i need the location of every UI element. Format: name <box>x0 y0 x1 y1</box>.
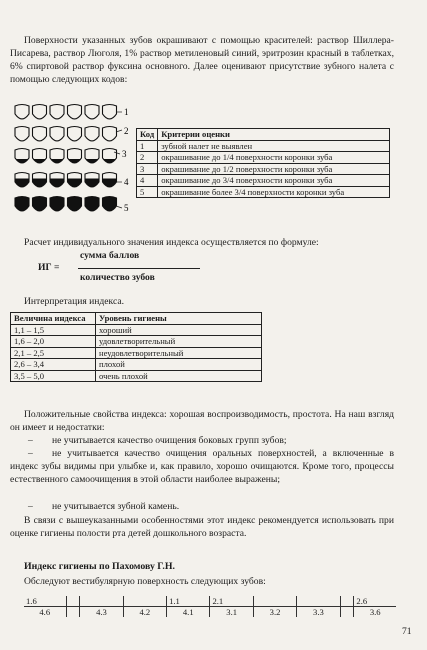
tooth-outline <box>68 127 82 141</box>
index-formula <box>38 250 278 286</box>
drawback-text: не учитывается качество очищения оральных поверхностей, а включенные в индекс зубы видимы при улыбке и, как правило, хорошо очищаются. Кроме того, процессы естественного самоочищения в этой области наиболее выражены; <box>10 448 394 485</box>
tooth-outline <box>103 127 117 141</box>
interp-level: удовлетворительный <box>96 336 262 348</box>
interp-value: 3,5 – 5,0 <box>11 370 96 382</box>
tooth-stain <box>32 179 48 193</box>
tooth-cell <box>253 596 296 607</box>
tooth-stain <box>49 196 65 216</box>
tooth-row-1 <box>15 105 117 119</box>
drawback-item-3 <box>10 500 394 513</box>
tooth-stain <box>67 179 83 193</box>
formula-intro: Расчет индивидуального значения индекса осуществляется по формуле: <box>24 237 319 248</box>
teeth-staining-illustration <box>14 102 134 222</box>
interp-level: хороший <box>96 324 262 336</box>
section-heading: Индекс гигиены по Пахомову Г.Н. <box>24 561 175 572</box>
drawback-item-1 <box>10 434 394 447</box>
tooth-cell: 4.3 <box>80 607 123 618</box>
teeth-upper-row <box>24 596 396 607</box>
criteria-code: 5 <box>137 186 158 198</box>
tooth-cell <box>297 596 340 607</box>
interp-value: 1,6 – 2,0 <box>11 336 96 348</box>
dash-marker: – <box>28 448 33 459</box>
interp-value: 2,1 – 2,5 <box>11 347 96 359</box>
tooth-outline <box>15 105 29 119</box>
interp-header-level: Уровень гигиены <box>96 313 262 325</box>
table-row <box>137 152 390 164</box>
criteria-header-code: Код <box>137 129 158 141</box>
tooth-cell: 1.6 <box>24 596 66 607</box>
table-row <box>11 336 262 348</box>
tooth-outline <box>33 105 47 119</box>
drawback-text: не учитывается зубной камень. <box>52 501 180 512</box>
interp-level: плохой <box>96 359 262 371</box>
tooth-cell: 3.3 <box>297 607 340 618</box>
dash-marker: – <box>28 435 33 446</box>
criteria-desc: окрашивание более 3/4 поверхности коронки зуба <box>158 186 390 198</box>
criteria-code: 3 <box>137 163 158 175</box>
tooth-stain <box>67 142 83 147</box>
tooth-stain <box>67 196 83 216</box>
tooth-outline <box>68 105 82 119</box>
tooth-cell <box>340 607 354 618</box>
formula-denominator: количество зубов <box>80 272 155 283</box>
teeth-intro: Обследуют вестибулярную поверхность следующих зубов: <box>24 576 266 587</box>
formula-numerator: сумма баллов <box>80 250 140 261</box>
tooth-stain <box>32 196 48 216</box>
criteria-desc: окрашивание до 3/4 поверхности коронки зуба <box>158 175 390 187</box>
tooth-cell <box>340 596 354 607</box>
tooth-cell: 4.1 <box>167 607 210 618</box>
tooth-cell: 1.1 <box>167 596 210 607</box>
tooth-cell <box>123 596 166 607</box>
interp-value: 1,1 – 1,5 <box>11 324 96 336</box>
tooth-label-1: 1 <box>124 107 129 117</box>
interpretation-table <box>10 312 262 382</box>
table-row <box>137 186 390 198</box>
tooth-stain <box>14 179 30 193</box>
interp-header-value: Величина индекса <box>11 313 96 325</box>
tooth-label-4: 4 <box>124 177 129 187</box>
table-row <box>137 163 390 175</box>
tooth-stain <box>49 142 65 147</box>
tooth-outline <box>50 105 64 119</box>
tooth-stain <box>14 142 30 147</box>
recommendation-paragraph: В связи с вышеуказанными особенностями этот индекс рекомендуется использовать при оценке гигиены полости рта детей дошкольного возраста. <box>10 515 394 539</box>
tooth-row-5 <box>14 196 118 216</box>
interp-level: очень плохой <box>96 370 262 382</box>
table-row <box>11 370 262 382</box>
tooth-cell: 3.2 <box>253 607 296 618</box>
table-row <box>11 347 262 359</box>
tooth-outline <box>33 127 47 141</box>
tooth-cell <box>66 607 80 618</box>
formula-lhs: ИГ = <box>38 262 60 273</box>
tooth-cell: 2.1 <box>210 596 253 607</box>
tooth-cell: 4.6 <box>39 607 51 617</box>
drawback-item-2 <box>10 447 394 486</box>
tooth-cell <box>66 596 80 607</box>
tooth-outline <box>85 127 99 141</box>
tooth-stain <box>102 179 118 193</box>
properties-paragraph: Положительные свойства индекса: хорошая воспроизводимость, простота. На наш взгляд он имеет и недостатки: <box>10 409 394 433</box>
tooth-row-3 <box>14 149 118 169</box>
table-row <box>11 324 262 336</box>
criteria-code: 2 <box>137 152 158 164</box>
table-row <box>137 140 390 152</box>
tooth-stain <box>14 196 30 216</box>
criteria-table <box>136 128 390 198</box>
tooth-row-2 <box>14 127 118 147</box>
tooth-stain <box>32 142 48 147</box>
drawback-text: не учитывается качество очищения боковых групп зубов; <box>52 435 287 446</box>
criteria-desc: окрашивание до 1/2 поверхности коронки зуба <box>158 163 390 175</box>
teeth-table <box>24 596 396 617</box>
tooth-cell: 2.6 <box>354 596 396 607</box>
interp-level: неудовлетворительный <box>96 347 262 359</box>
tooth-cell: 3.1 <box>210 607 253 618</box>
interpretation-title: Интерпретация индекса. <box>24 296 125 307</box>
dash-marker: – <box>28 501 33 512</box>
tooth-stain <box>84 196 100 216</box>
fraction-bar <box>78 268 200 269</box>
tooth-stain <box>84 179 100 193</box>
tooth-row-4 <box>14 173 118 193</box>
tooth-stain <box>49 179 65 193</box>
tooth-stain <box>102 196 118 216</box>
tooth-label-5: 5 <box>124 203 129 213</box>
tooth-stain <box>102 142 118 147</box>
criteria-desc: зубной налет не выявлен <box>158 140 390 152</box>
teeth-lower-row <box>24 607 396 618</box>
tooth-outline <box>15 127 29 141</box>
table-row <box>11 359 262 371</box>
tooth-cell <box>80 596 123 607</box>
table-row <box>137 175 390 187</box>
criteria-desc: окрашивание до 1/4 поверхности коронки зуба <box>158 152 390 164</box>
tooth-outline <box>50 127 64 141</box>
tooth-stain <box>84 142 100 147</box>
tooth-outline <box>85 105 99 119</box>
tooth-outline <box>103 105 117 119</box>
page-number: 71 <box>402 626 412 637</box>
intro-paragraph: Поверхности указанных зубов окрашивают с помощью красителей: раствор Шиллера-Писарева, раствор Люголя, 1% раствор метиленовый синий, эритрозин красный в таблетках, 6% спиртовой раствор фуксина основного. Далее оценивают присутствие зубного налета с помощью следующих кодов: <box>10 35 394 85</box>
criteria-code: 1 <box>137 140 158 152</box>
criteria-code: 4 <box>137 175 158 187</box>
interp-value: 2,6 – 3,4 <box>11 359 96 371</box>
tooth-cell: 3.6 <box>354 607 396 618</box>
tooth-cell: 4.2 <box>123 607 166 618</box>
tooth-label-3: 3 <box>122 149 127 159</box>
tooth-label-2: 2 <box>124 126 129 136</box>
criteria-header-desc: Критерии оценки <box>158 129 390 141</box>
